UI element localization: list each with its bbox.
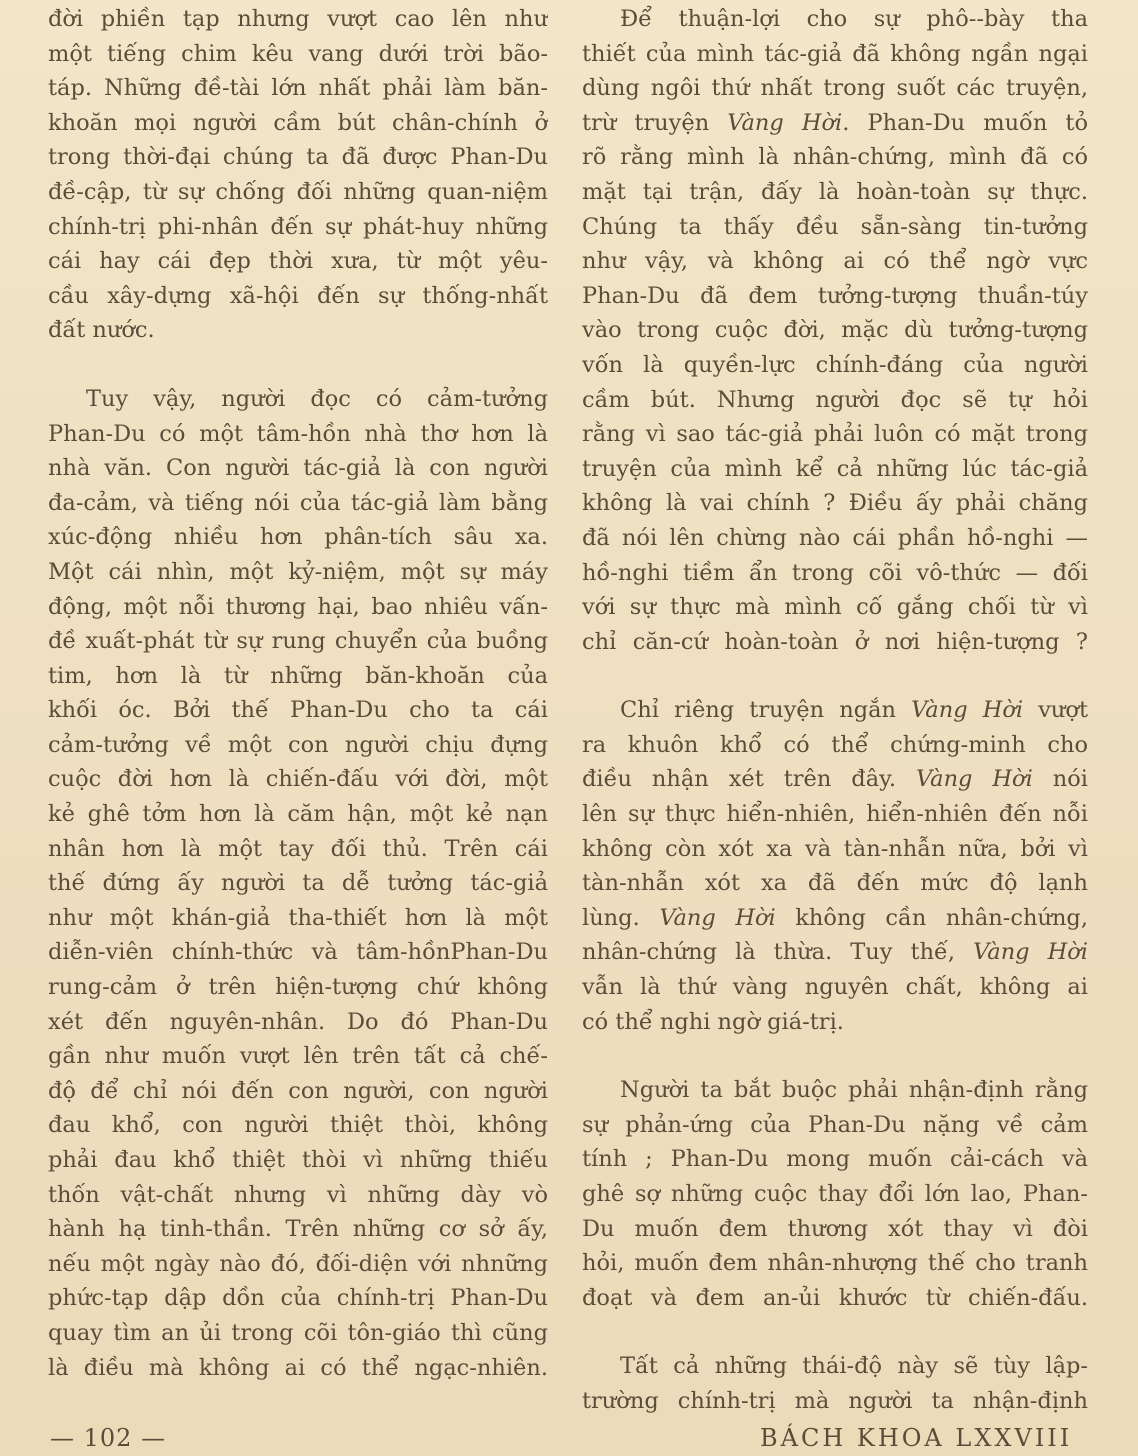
text-line: vốn là quyền-lực chính-đáng của người xyxy=(582,351,1088,378)
text-line: xúc-động nhiều hơn phân-tích sâu xa. xyxy=(48,524,548,551)
text-line: cái hay cái đẹp thời xưa, từ một yêu- xyxy=(48,248,548,275)
text-run: nhân-chứng là thừa. Tuy thế, xyxy=(582,939,974,966)
text-line: kẻ ghê tởm hơn là căm hận, một kẻ nạn xyxy=(48,801,548,828)
paragraph-gap xyxy=(582,1039,1088,1073)
text-line: Một cái nhìn, một kỷ-niệm, một sự máy xyxy=(48,558,548,585)
text-run: trừ truyện xyxy=(582,109,728,136)
text-line: Để thuận-lợi cho sự phô--bày tha xyxy=(620,6,1088,32)
text-line: mặt tại trận, đấy là hoàn-toàn sự thực. xyxy=(582,178,1088,205)
text-line: với sự thực mà mình cố gắng chối từ vì xyxy=(582,594,1088,621)
text-line: động, một nỗi thương hại, bao nhiêu vấn- xyxy=(48,593,548,620)
text-line: xét đến nguyên-nhân. Do đó Phan-Du xyxy=(48,1008,548,1035)
story-title-vang-hoi: Vàng Hời xyxy=(973,939,1088,966)
text-line: ra khuôn khổ có thể chứng-minh cho xyxy=(582,731,1088,758)
text-line: táp. Những đề-tài lớn nhất phải làm băn- xyxy=(48,75,548,102)
text-line: rằng vì sao tác-giả phải luôn có mặt trong xyxy=(582,421,1088,448)
text-line xyxy=(582,762,1088,797)
right-paragraph-2 xyxy=(582,693,1088,1039)
text-run: điều nhận xét trên đây. xyxy=(582,766,916,793)
story-title-vang-hoi: Vàng Hời xyxy=(911,697,1024,724)
text-line: hỏi, muốn đem nhân-nhượng thế cho tranh xyxy=(582,1250,1088,1277)
text-line: đất nước. xyxy=(48,317,155,344)
text-line: vào trong cuộc đời, mặc dù tưởng-tượng xyxy=(582,317,1088,344)
text-line: dùng ngôi thứ nhất trong suốt các truyện, xyxy=(582,75,1088,102)
text-line xyxy=(582,693,1088,728)
text-line: quay tìm an ủi trong cõi tôn-giáo thì cũng xyxy=(48,1319,548,1346)
right-column xyxy=(582,2,1088,1419)
text-line: Du muốn đem thương xót thay vì đòi xyxy=(582,1215,1088,1242)
text-line: nếu một ngày nào đó, đối-diện với nhnững xyxy=(48,1250,548,1277)
text-line: nhân hơn là một tay đối thủ. Trên cái xyxy=(48,835,548,862)
text-line: gần như muốn vượt lên trên tất cả chế- xyxy=(48,1043,548,1070)
text-line: Tất cả những thái-độ này sẽ tùy lập- xyxy=(620,1353,1088,1380)
text-run: vượt xyxy=(1023,697,1088,724)
text-line: trường chính-trị mà người ta nhận-định xyxy=(582,1387,1088,1414)
text-line: đề-cập, từ sự chống đối những quan-niệm xyxy=(48,178,548,205)
text-line: rõ rằng mình là nhân-chứng, mình đã có xyxy=(582,144,1088,171)
publication-title: BÁCH KHOA LXXVIII xyxy=(760,1424,1073,1452)
paragraph-gap xyxy=(582,1315,1088,1349)
text-line: hành hạ tinh-thần. Trên những cơ sở ấy, xyxy=(48,1216,548,1243)
text-line: như vậy, và không ai có thể ngờ vực xyxy=(582,248,1088,275)
text-line: sự phản-ứng của Phan-Du nặng về cảm xyxy=(582,1111,1088,1138)
text-line: khối óc. Bởi thế Phan-Du cho ta cái xyxy=(48,697,548,724)
text-line: đa-cảm, và tiếng nói của tác-giả làm bằng xyxy=(48,489,548,516)
text-run: lùng. xyxy=(582,904,660,931)
paragraph-gap xyxy=(582,659,1088,693)
text-line: ghê sợ những cuộc thay đổi lớn lao, Phan- xyxy=(582,1181,1088,1207)
text-line: trong thời-đại chúng ta đã được Phan-Du xyxy=(48,144,548,171)
text-line: nhà văn. Con người tác-giả là con người xyxy=(48,455,548,482)
text-line: Người ta bắt buộc phải nhận-định rằng xyxy=(620,1077,1088,1104)
text-line: không là vai chính ? Điều ấy phải chăng xyxy=(582,490,1088,517)
text-line: thốn vật-chất nhưng vì những dày vò xyxy=(48,1181,548,1208)
text-line: lên sự thực hiển-nhiên, hiển-nhiên đến nỗi xyxy=(582,801,1088,828)
text-line xyxy=(582,935,1088,970)
text-line: có thể nghi ngờ giá-trị. xyxy=(582,1008,844,1035)
text-line: chỉ căn-cứ hoàn-toàn ở nơi hiện-tượng ? xyxy=(582,628,1088,655)
left-column xyxy=(48,2,548,1385)
text-line xyxy=(582,901,1088,936)
text-line: tim, hơn là từ những băn-khoăn của xyxy=(48,662,548,689)
text-line xyxy=(582,106,1088,141)
page-number: — 102 — xyxy=(50,1424,167,1452)
text-line: không còn xót xa và tàn-nhẫn nữa, bởi vì xyxy=(582,835,1088,862)
text-line: thiết của mình tác-giả đã không ngần ngại xyxy=(582,40,1088,67)
left-paragraph-2 xyxy=(48,382,548,1385)
text-run: nói xyxy=(1032,766,1088,793)
text-line: độ để chỉ nói đến con người, con người xyxy=(48,1077,548,1104)
text-line: phức-tạp dập dồn của chính-trị Phan-Du xyxy=(48,1285,548,1312)
text-line: đoạt và đem an-ủi khước từ chiến-đấu. xyxy=(582,1284,1088,1311)
text-line: Phan-Du đã đem tưởng-tượng thuần-túy xyxy=(582,282,1088,309)
text-line: Chúng ta thấy đều sẵn-sàng tin-tưởng xyxy=(582,213,1088,240)
text-line: Tuy vậy, người đọc có cảm-tưởng xyxy=(86,385,548,412)
paragraph-gap xyxy=(48,348,548,382)
text-line: cảm-tưởng về một con người chịu đựng xyxy=(48,731,548,758)
text-line: như một khán-giả tha-thiết hơn là một xyxy=(48,904,548,931)
text-run: không cần nhân-chứng, xyxy=(775,904,1088,931)
text-line: chính-trị phi-nhân đến sự phát-huy những xyxy=(48,213,548,240)
text-line: cầu xây-dựng xã-hội đến sự thống-nhất xyxy=(48,282,548,309)
story-title-vang-hoi: Vàng Hời xyxy=(915,766,1033,793)
text-line: đời phiền tạp nhưng vượt cao lên như xyxy=(48,6,548,32)
text-line: thế đứng ấy người ta dễ tưởng tác-giả xyxy=(48,870,548,897)
text-line: truyện của mình kể cả những lúc tác-giả xyxy=(582,455,1088,482)
text-line: tàn-nhẫn xót xa đã đến mức độ lạnh xyxy=(582,870,1088,897)
story-title-vang-hoi: Vàng Hời xyxy=(727,109,843,136)
left-paragraph-1 xyxy=(48,2,548,348)
text-line: là điều mà không ai có thể ngạc-nhiên. xyxy=(48,1354,548,1381)
text-line: vẫn là thứ vàng nguyên chất, không ai xyxy=(582,974,1088,1001)
text-line: diễn-viên chính-thức và tâm-hồnPhan-Du xyxy=(48,939,548,966)
text-line: cuộc đời hơn là chiến-đấu với đời, một xyxy=(48,766,548,793)
text-line: đề xuất-phát từ sự rung chuyển của buồng xyxy=(48,628,548,655)
story-title-vang-hoi: Vàng Hời xyxy=(659,904,776,931)
text-line: cầm bút. Nhưng người đọc sẽ tự hỏi xyxy=(582,386,1088,413)
right-paragraph-1 xyxy=(582,2,1088,659)
text-line: khoăn mọi người cầm bút chân-chính ở xyxy=(48,109,548,136)
text-line: rung-cảm ở trên hiện-tượng chứ không xyxy=(48,974,548,1001)
text-line: đau khổ, con người thiệt thòi, không xyxy=(48,1112,548,1139)
right-paragraph-4 xyxy=(582,1349,1088,1418)
text-run: Chỉ riêng truyện ngắn xyxy=(620,697,912,724)
right-paragraph-3 xyxy=(582,1073,1088,1315)
text-line: Phan-Du có một tâm-hồn nhà thơ hơn là xyxy=(48,420,548,447)
text-line: tính ; Phan-Du mong muốn cải-cách và xyxy=(582,1146,1088,1173)
text-line: một tiếng chim kêu vang dưới trời bão- xyxy=(48,40,548,67)
text-run: . Phan-Du muốn tỏ xyxy=(842,109,1088,136)
text-line: hồ-nghi tiềm ẩn trong cõi vô-thức — đối xyxy=(582,559,1088,586)
text-line: phải đau khổ thiệt thòi vì những thiếu xyxy=(48,1147,548,1173)
text-line: đã nói lên chừng nào cái phần hồ-nghi — xyxy=(582,524,1088,551)
